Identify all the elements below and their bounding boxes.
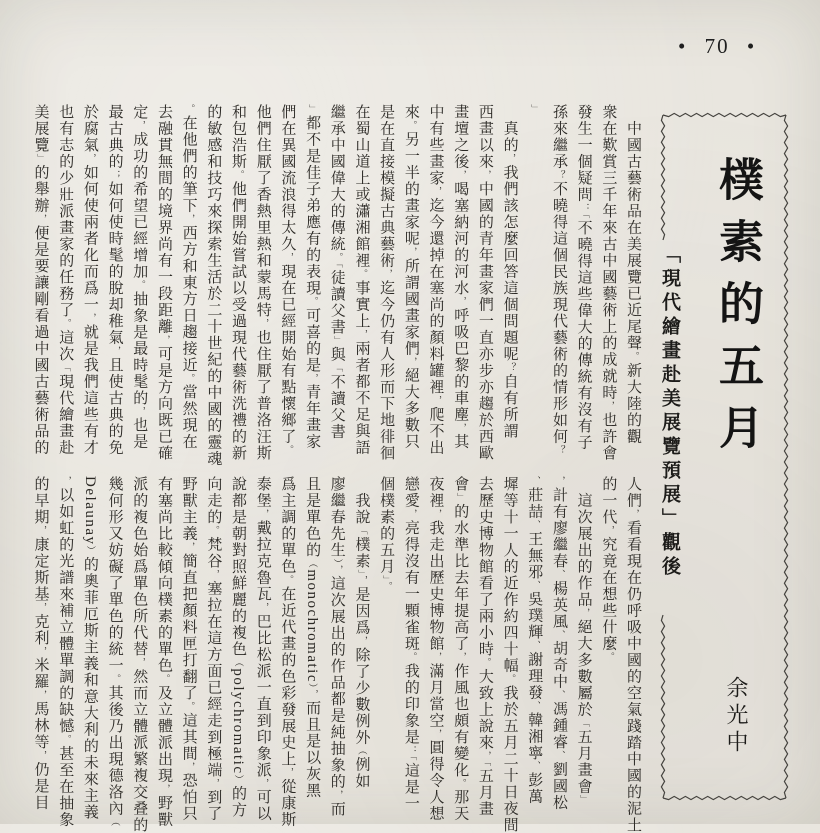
text-column: 夜裡，我走出歷史博物館，滿月當空，圓得令人想 — [427, 476, 444, 822]
text-column: 去歷史博物館看了兩小時。大致上說來，「五月畫 — [476, 476, 493, 818]
body-text-bottom-block — [27, 476, 645, 833]
article-title: 樸素的五月 — [712, 156, 762, 466]
text-column: 和包浩斯。他們開始嘗試以受過現代藝術洗禮的新 — [230, 104, 246, 462]
text-column: 個樸素的五月」。 — [378, 476, 395, 592]
text-column: 定，成功的希望已經增加。抽象是最時髦的，也是 — [131, 104, 148, 450]
text-column: 說都是朝對照鮮麗的複色（polychromatic）的方 — [230, 476, 246, 819]
text-column: 我說「樸素」，是因爲，除了少數例外（例如 — [353, 492, 370, 790]
border-left-lower — [661, 615, 664, 798]
text-column: 畫壇之後，喝塞納河的河水，呼吸巴黎的車塵，其 — [452, 104, 469, 450]
border-bottom — [663, 796, 786, 799]
text-column: 的一代，究竟在想些什麼。 — [600, 476, 617, 663]
text-column: 向走的。梵谷，塞拉在這方面已經走到極端，到了 — [205, 476, 222, 822]
article-author-byline: 余光中 — [724, 676, 749, 757]
text-column: 廖繼春先生），這次展出的作品都是純抽象的，而 — [328, 476, 345, 818]
text-column: 野獸主義，簡直把顏料匣打翻了。這其間，恐怕只 — [180, 476, 197, 822]
text-column: 中有些畫家，迄今還掉在塞尚的顏料罐裡，爬不出 — [427, 104, 444, 456]
text-column: 是在直接模擬古典藝術，迄今仍有人形而下地徘徊 — [378, 104, 395, 462]
text-column: 幾何形又妨礙了單色的統一。其後乃出現德洛內（ — [106, 476, 123, 828]
border-right — [784, 115, 787, 798]
text-column: 繼承中國偉大的傳統。「徒讀父書」與「不讀父書 — [328, 104, 345, 440]
text-column: 中國古藝術品在美展覽已近尾聲。新大陸的觀 — [625, 120, 641, 445]
text-column: Delaunay）的奧菲厄斯主義和意大利的未來主義 — [81, 476, 98, 821]
text-column: 」都不是佳子弟應有的表現。可喜的是，青年畫家 — [304, 104, 321, 450]
text-column: 他們住厭了香熱里熱和蒙馬特，也住厭了普洛汪斯 — [254, 104, 271, 462]
text-column: 的早期，康定斯基，克利，米羅，馬林等，仍是目 — [32, 476, 49, 811]
text-column: 會」的水準比去年提高了，作風也頗有變化。那天 — [452, 476, 469, 822]
text-column: ，計有廖繼春、楊英風、胡奇中、馮鍾睿、劉國松 — [550, 476, 567, 811]
text-column: 最古典的；如何使時髦的脫却稚氣，且使古典的免 — [106, 104, 123, 456]
text-column: 墀等十一人的近作約四十幅。我於五月二十日夜間 — [501, 476, 518, 833]
text-column: 、莊喆、王無邪、吳璞輝、謝理發、韓湘寧、彭萬 — [526, 476, 543, 805]
text-column: 在蜀山道上或瀟湘館裡。事實上，兩者都不足與語 — [353, 104, 370, 456]
text-column: 有塞尚比較傾向樸素的單色。及立體派出現，野獸 — [155, 476, 172, 828]
text-column: 爲主調的單色。在近代畫的色彩發展史上，從康斯 — [279, 476, 296, 828]
text-column: 們在異國流浪得太久，現在已經開始有點懷鄉了。 — [279, 104, 296, 456]
text-column: 這次展出的作品，絕大多數屬於「五月畫會」 — [575, 492, 592, 806]
text-column: 衆在歎賞三千年來古中國藝術上的成就時，也許會 — [600, 104, 617, 462]
text-column: 且是單色的（monochromatic），而且是以灰黑 — [304, 476, 321, 799]
article-subtitle: 「現代繪畫赴美展覽預展」觀後 — [659, 244, 680, 580]
text-column: 於腐氣，如何使兩者化而爲一，就是我們這些有才 — [81, 104, 98, 456]
page-number: • 70 • — [678, 34, 757, 58]
text-column: 戀愛，亮得沒有一顆雀斑。我的印象是：「這是一 — [402, 476, 419, 812]
text-column: 也有志的少壯派畫家的任務了。這次「現代繪畫赴 — [57, 104, 74, 456]
text-column: 真的，我們該怎麼回答這個問題呢？自有所謂 — [501, 120, 518, 440]
text-column: 派的複色始爲單色所代替，然而立體派繁複交叠的 — [131, 476, 148, 833]
text-column: 西畫以來，中國的青年畫家們一直亦步亦趨於西歐 — [476, 104, 493, 462]
text-column: 去融貫無間的境界尚有一段距離，可是方向既已確 — [155, 104, 172, 462]
body-text-top-block — [27, 104, 645, 467]
text-column: 。在他們的筆下，西方和東方日趨接近。當然現在 — [180, 104, 197, 450]
text-column: ，以如虹的光譜來補立體單調的缺憾。甚至在抽象 — [57, 476, 74, 828]
text-column: 美展覽」的舉辦，便是要讓剛看過中國古藝術品的 — [32, 104, 49, 456]
text-column: 的敏感和技巧來探索生活於二十世紀的中國的靈魂 — [205, 104, 222, 467]
text-column: 人們，看看現在仍呼吸中國的空氣踐踏中國的泥土 — [625, 476, 641, 833]
text-column: 」 — [529, 104, 540, 115]
border-left-upper — [661, 115, 664, 240]
text-column: 泰堡，戴拉克魯瓦，巴比松派一直到印象派，可以 — [254, 476, 271, 822]
text-column: 孫來繼承？不曉得這個民族現代藝術的情形如何？ — [550, 104, 567, 456]
text-column: 來。另一半的畫家呢，所謂國畫家們，絕大多數只 — [402, 104, 419, 450]
border-top — [663, 113, 786, 116]
text-column: 發生一個疑問：「不曉得這些偉大的傳統有沒有子 — [575, 104, 592, 451]
